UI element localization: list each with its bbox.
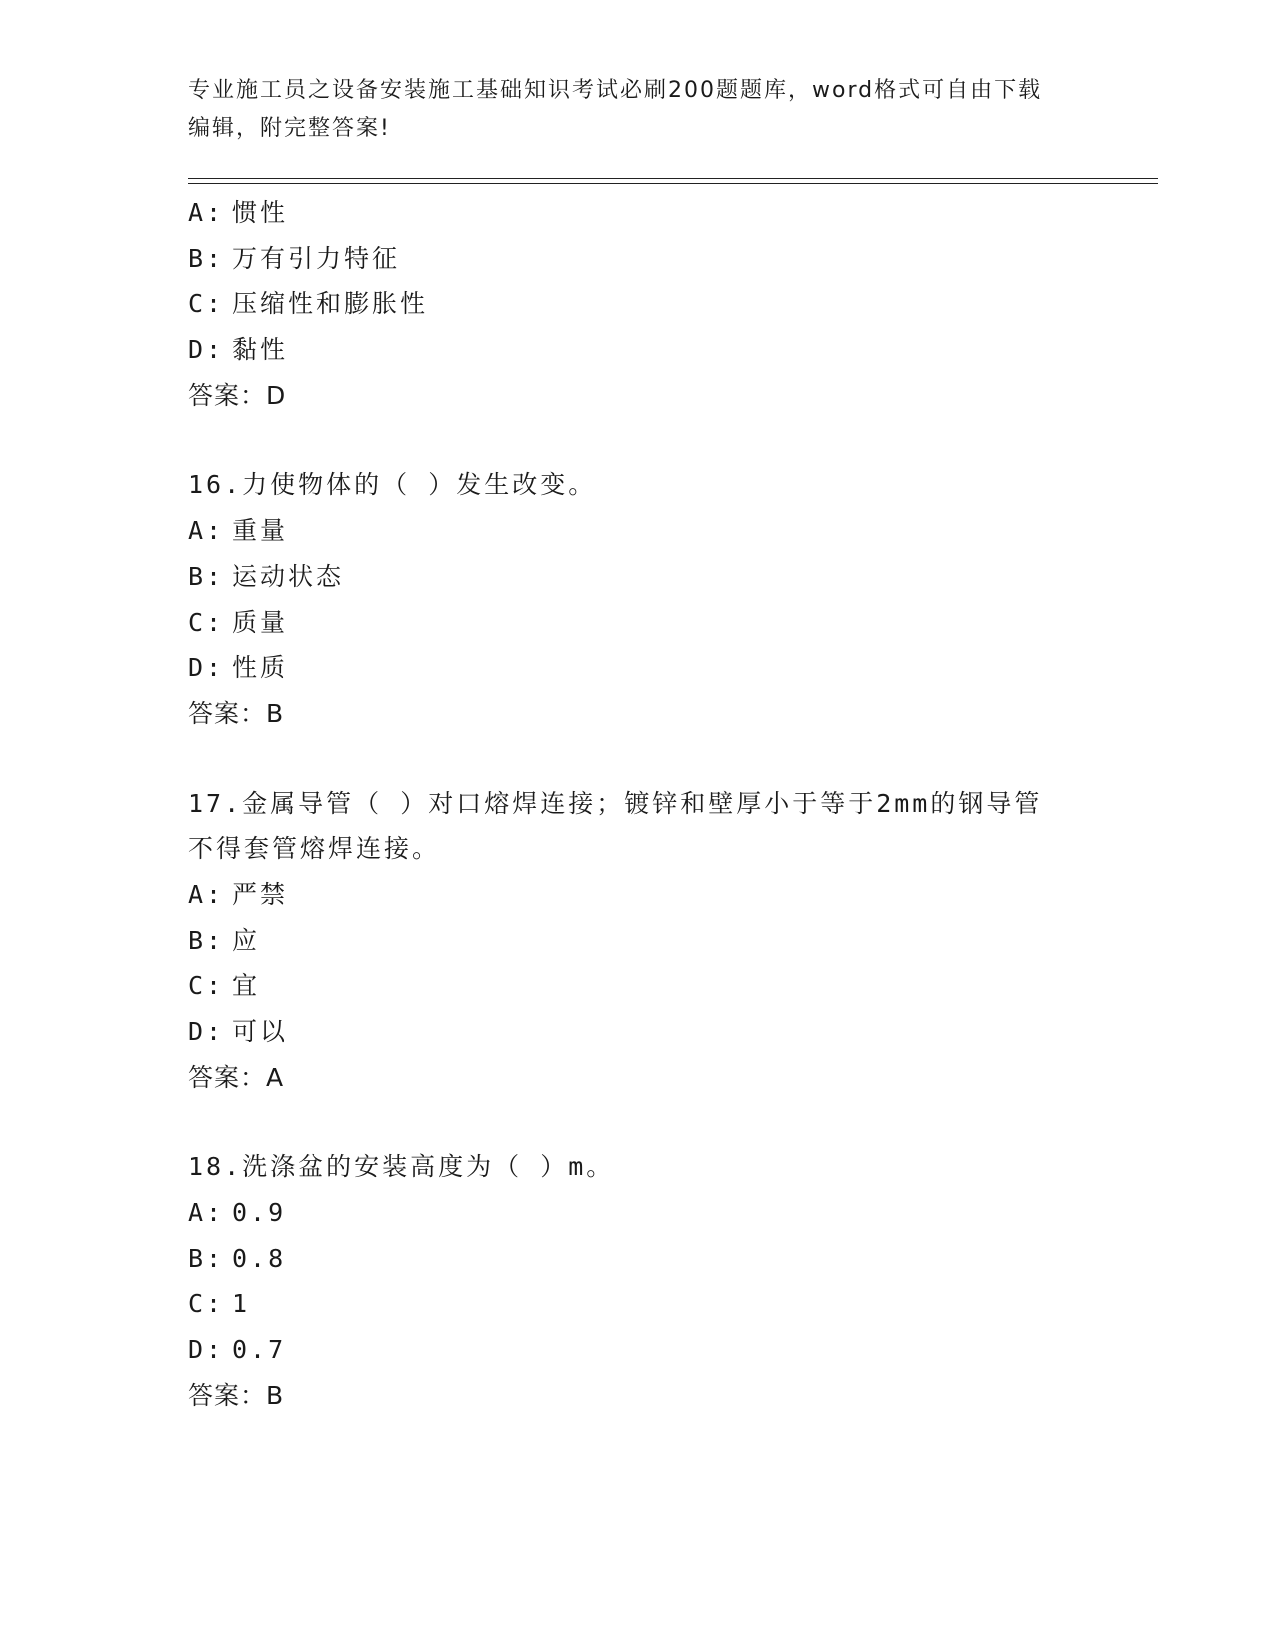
question-16: [188, 462, 1168, 736]
option-a: [188, 508, 1168, 554]
option-letter: B:: [188, 243, 225, 273]
option-d: [188, 1327, 1168, 1373]
option-text: 严禁: [232, 879, 289, 909]
question-stem: 16.力使物体的（ ）发生改变。: [188, 470, 597, 500]
option-text: 万有引力特征: [232, 243, 401, 273]
option-text: 黏性: [232, 335, 289, 365]
option-text: 应: [232, 925, 261, 955]
option-d: [188, 1009, 1168, 1055]
option-letter: B:: [188, 561, 225, 591]
option-b: [188, 918, 1168, 964]
option-text: 宜: [232, 971, 261, 1001]
option-letter: C:: [188, 607, 225, 637]
option-text: 惯性: [232, 198, 289, 227]
option-letter: D:: [188, 335, 225, 365]
option-text: 重量: [232, 516, 289, 546]
question-stem-line-2: 不得套管熔焊连接。: [188, 834, 441, 864]
option-c: [188, 963, 1168, 1009]
option-b: [188, 1236, 1168, 1282]
option-text: 1: [232, 1289, 251, 1319]
option-letter: A:: [188, 879, 225, 909]
document-title: [188, 72, 1088, 148]
option-d: [188, 327, 1168, 373]
option-b: [188, 554, 1168, 600]
option-letter: B:: [188, 925, 225, 955]
question-stem-line-1: 17.金属导管（ ）对口熔焊连接；镀锌和壁厚小于等于2mm的钢导管: [188, 788, 1043, 818]
title-line-2: 编辑，附完整答案!: [188, 116, 391, 141]
header-divider: [188, 178, 1158, 184]
option-letter: C:: [188, 971, 225, 1001]
question-18: [188, 1144, 1168, 1418]
option-text: 可以: [232, 1017, 289, 1046]
answer-line: 答案：B: [188, 698, 285, 728]
option-text: 0.9: [232, 1198, 287, 1228]
option-text: 运动状态: [232, 561, 345, 591]
option-letter: B:: [188, 1243, 225, 1273]
option-letter: A:: [188, 516, 225, 546]
title-line-1: 专业施工员之设备安装施工基础知识考试必刷200题题库，word格式可自由下载: [188, 78, 1043, 103]
answer-line: 答案：A: [188, 1062, 285, 1092]
option-letter: D:: [188, 653, 225, 683]
option-b: [188, 236, 1168, 282]
option-a: [188, 190, 1168, 236]
option-text: 0.8: [232, 1243, 287, 1273]
answer-line: 答案：B: [188, 1380, 285, 1410]
option-a: [188, 872, 1168, 918]
question-stem: 18.洗涤盆的安装高度为（ ）m。: [188, 1152, 615, 1182]
answer-line: 答案：D: [188, 380, 287, 410]
option-letter: C:: [188, 289, 225, 319]
option-letter: D:: [188, 1335, 225, 1365]
option-text: 0.7: [232, 1335, 287, 1365]
question-17: [188, 781, 1168, 1101]
option-d: [188, 645, 1168, 691]
option-text: 性质: [232, 653, 289, 683]
option-text: 压缩性和膨胀性: [232, 289, 429, 319]
option-letter: C:: [188, 1289, 225, 1319]
option-letter: D:: [188, 1017, 225, 1046]
question-15: [188, 190, 1168, 418]
option-letter: A:: [188, 1198, 225, 1228]
option-c: [188, 600, 1168, 646]
option-a: [188, 1190, 1168, 1236]
option-c: [188, 1281, 1168, 1327]
option-text: 质量: [232, 607, 289, 637]
option-c: [188, 281, 1168, 327]
option-letter: A:: [188, 198, 225, 227]
question-list: [188, 190, 1168, 1463]
